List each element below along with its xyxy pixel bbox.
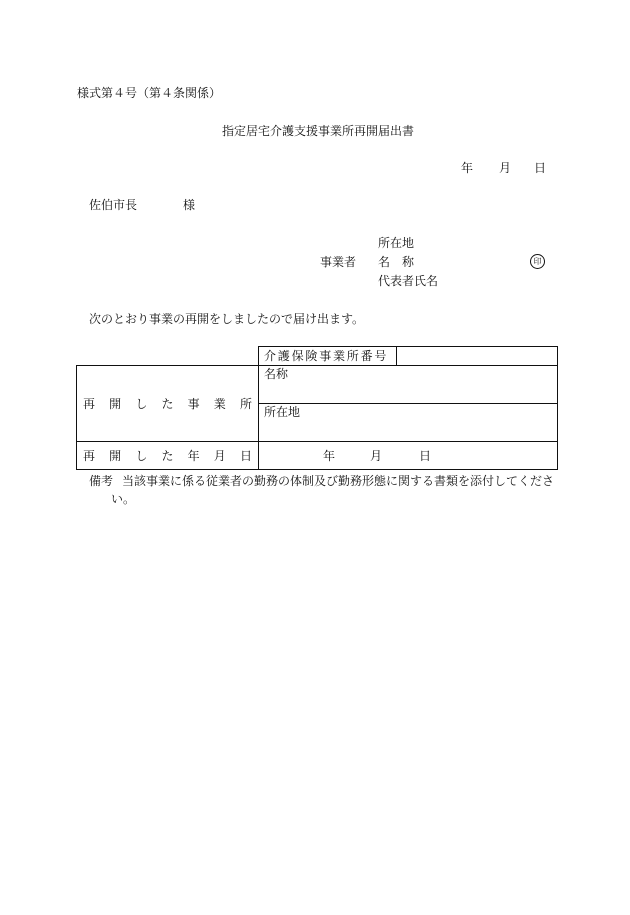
table-blank-cell [77,347,259,366]
date-year-label: 年 [461,161,474,175]
resumption-date-label [77,449,258,463]
addressee-honorific: 様 [183,198,196,212]
office-label-char: し [135,396,148,411]
office-label-char: 業 [213,396,226,411]
insurance-number-value [397,347,557,350]
date-day-label: 日 [534,161,547,175]
resumption-date-label-cell [77,442,259,470]
addressee-name: 佐伯市長 [89,198,138,212]
applicant-label: 事業者 [320,255,357,269]
page-title: 指定居宅介護支援事業所再開届出書 [222,124,415,138]
insurance-number-label-cell [259,347,397,366]
note-label: 備考 [89,474,114,488]
note-text-line1: 当該事業に係る従業者の勤務の体制及び勤務形態に関する書類を添付してくださ [122,474,555,488]
insurance-number-field[interactable] [397,347,558,366]
date-label-char: し [135,448,148,463]
office-label-cell [77,366,259,442]
form-number: 様式第４号（第４条関係） [77,86,222,100]
date-label-char: 年 [187,448,200,463]
statement-text: 次のとおり事業の再開をしましたので届け出ます。 [89,312,365,326]
applicant-name-label: 名 称 [378,255,415,269]
office-address-label: 所在地 [264,405,301,419]
date-label-char: 再 [83,448,96,463]
office-label-char: た [161,396,174,411]
date-label-char: 日 [239,448,252,463]
insurance-number-label: 介護保険事業所番号 [264,349,389,363]
resumption-day-label: 日 [419,448,432,463]
date-month-label: 月 [499,161,512,175]
applicant-address-label: 所在地 [378,236,415,250]
resumption-date-field[interactable] [259,442,558,470]
office-address-field[interactable] [259,404,558,442]
office-name-label: 名称 [264,367,289,381]
date-label-char: 開 [109,448,122,463]
office-label-char: 再 [83,396,96,411]
resumption-year-label: 年 [323,448,336,463]
office-address-value [259,419,557,422]
resumption-table [76,346,558,470]
date-label-char: た [161,448,174,463]
office-label-char: 事 [187,396,200,411]
date-label-char: 月 [213,448,226,463]
resumption-date-row [259,449,557,463]
office-name-field[interactable] [259,366,558,404]
applicant-representative-label: 代表者氏名 [378,274,439,288]
office-label-char: 開 [109,396,122,411]
office-label [77,397,258,411]
resumption-month-label: 月 [370,448,383,463]
office-name-value [259,381,557,384]
note-text-line2: い。 [111,492,136,506]
office-label-char: 所 [239,396,252,411]
seal-mark: 印 [530,254,545,269]
